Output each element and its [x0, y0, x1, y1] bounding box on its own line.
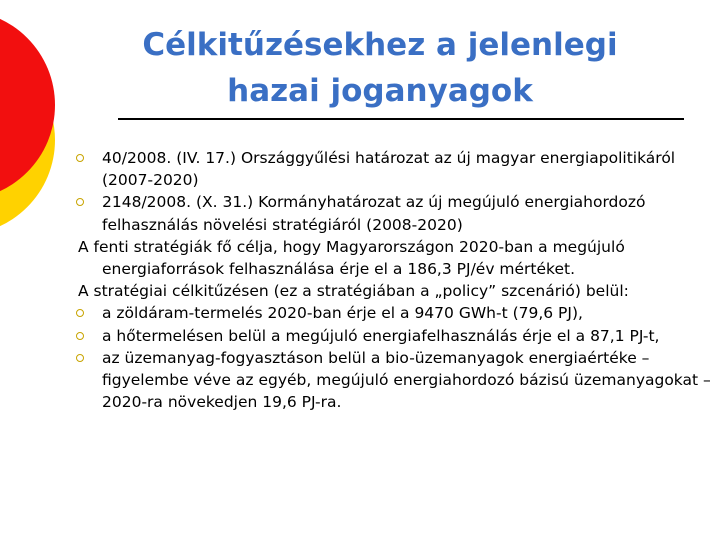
bullet-text: 2148/2008. (X. 31.) Kormányhatározat az új megújuló energiahordozó felhasználás növelési stratégiáról (2008-2020) [102, 193, 646, 234]
title-underline [118, 118, 684, 120]
slide-title: Célkitűzésekhez a jelenlegi hazai joganyagok [142, 27, 618, 109]
bullet-text: a zöldáram-termelés 2020-ban érje el a 9470 GWh-t (79,6 PJ), [102, 304, 583, 323]
bullet-text: 40/2008. (IV. 17.) Országgyűlési határozat az új magyar energiapolitikáról (2007-2020) [102, 149, 676, 190]
bullet-item [78, 347, 714, 414]
slide-body [78, 147, 714, 413]
bullet-item [78, 147, 714, 191]
circle-bullet-icon [76, 332, 84, 340]
bullet-item [78, 325, 714, 347]
circle-bullet-icon [76, 154, 84, 162]
circle-bullet-icon [76, 354, 84, 362]
paragraph [78, 236, 714, 280]
bullet-text: a hőtermelésen belül a megújuló energiafelhasználás érje el a 87,1 PJ-t, [102, 326, 660, 345]
circle-bullet-icon [76, 309, 84, 317]
circle-bullet-icon [76, 198, 84, 206]
bullet-item [78, 302, 714, 324]
bullet-item [78, 191, 714, 235]
paragraph [78, 280, 714, 302]
paragraph-text: A stratégiai célkitűzésen (ez a stratégiában a „policy” szcenárió) belül: [78, 282, 629, 301]
bullet-text: az üzemanyag-fogyasztáson belül a bio-üzemanyagok energiaértéke – figyelembe véve az egyéb, megújuló energiahordozó bázisú üzemanyagokat – 2020-ra növekedjen 19,6 PJ-ra. [102, 348, 711, 412]
paragraph-text: A fenti stratégiák fő célja, hogy Magyarországon 2020-ban a megújuló energiaforrások felhasználása érje el a 186,3 PJ/év mértéket. [78, 237, 625, 279]
